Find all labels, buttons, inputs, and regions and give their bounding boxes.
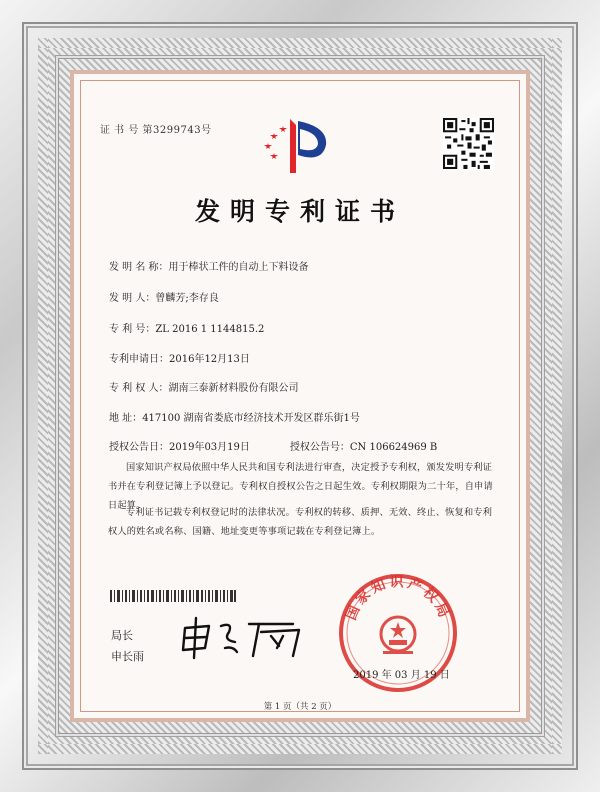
grant-pub-label: 授权公告号： [289, 442, 350, 453]
seal-text: 国家知识产权局 [343, 574, 453, 623]
statement-paragraph-1: 国家知识产权局依照中华人民共和国专利法进行审查，决定授予专利权，颁发发明专利证书并在专利登记簿上予以登记。专利权自授权公告之日起生效。专利权期限为二十年，自申请日起算。 [108, 462, 493, 511]
barcode-icon [110, 590, 236, 602]
seal-date: 2019 年 03 月 19 日 [353, 670, 450, 681]
field-label: 专 利 权 人： [109, 383, 169, 394]
field-label: 发 明 名 称： [109, 262, 169, 273]
field-application-date [109, 350, 250, 365]
director-name: 申长雨 [111, 650, 144, 663]
director-title: 局长 [111, 629, 133, 642]
field-value: ZL 2016 1 1144815.2 [155, 324, 265, 335]
field-label: 专利申请日： [109, 354, 169, 365]
field-grant [109, 438, 437, 453]
grant-date-label: 授权公告日： [109, 442, 169, 453]
cnipa-logo-icon [262, 115, 334, 177]
field-patent-number [109, 320, 264, 335]
field-label: 发 明 人： [109, 293, 156, 304]
field-value: 曾麟芳;李存良 [155, 293, 219, 304]
certificate-number: 证 书 号 第3299743号 [100, 125, 212, 136]
field-address [109, 409, 360, 424]
svg-text:国家知识产权局 [342, 574, 452, 623]
grant-date: 2019年03月19日 [169, 442, 250, 453]
qr-code-icon [443, 118, 494, 169]
statement-paragraph-2: 专利证书记载专利权登记时的法律状况。专利权的转移、质押、无效、终止、恢复和专利权人的姓名或名称、国籍、地址变更等事项记载在专利登记簿上。 [108, 507, 493, 537]
field-inventor [109, 289, 219, 304]
director-signature [175, 612, 315, 662]
national-emblem-icon [381, 617, 415, 654]
field-value: 湖南三泰新材料股份有限公司 [168, 383, 299, 394]
grant-pub-number: CN 106624969 B [349, 442, 438, 453]
certificate-title: 发明专利证书 [194, 197, 405, 226]
field-label: 地 址： [109, 413, 143, 424]
page-number: 第 1 页（共 2 页） [263, 702, 337, 712]
field-value: 用于棒状工件的自动上下料设备 [168, 262, 309, 273]
field-patentee [109, 379, 299, 394]
field-label: 专 利 号： [109, 324, 156, 335]
field-value: 417100 湖南省娄底市经济技术开发区群乐街1号 [142, 413, 360, 424]
field-value: 2016年12月13日 [169, 354, 250, 365]
field-invention-name [109, 258, 309, 273]
